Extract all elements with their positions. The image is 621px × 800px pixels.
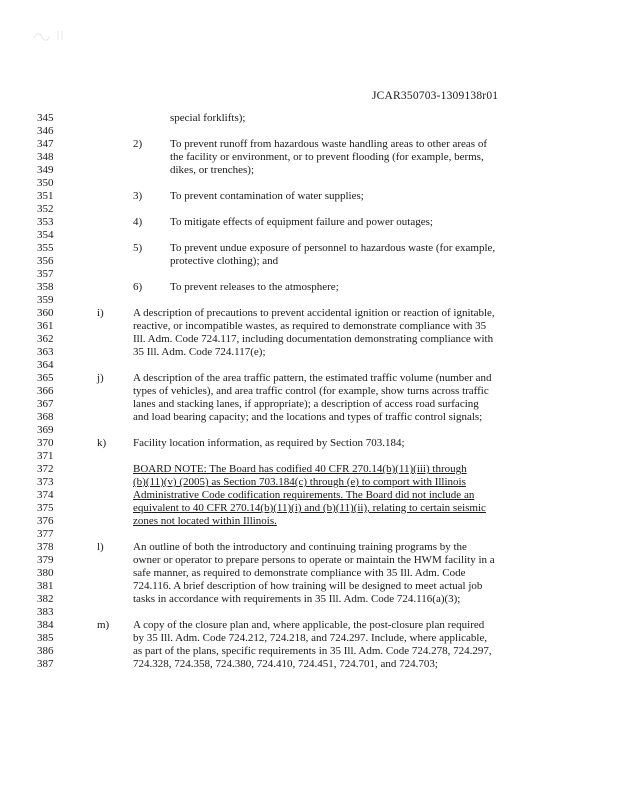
board-note-line: equivalent to 40 CFR 270.14(b)(11)(i) and (b)(11)(ii), relating to certain seismic (133, 502, 486, 514)
board-note-line: BOARD NOTE: The Board has codified 40 CFR 270.14(b)(11)(iii) through (133, 463, 467, 475)
line-number: 379 (37, 554, 54, 566)
body-line: Ill. Adm. Code 724.117, including documentation demonstrating compliance with (133, 333, 494, 345)
body-line: protective clothing); and (170, 255, 279, 267)
line-number: 350 (37, 177, 54, 189)
line-number: 363 (37, 346, 54, 358)
line-number: 346 (37, 125, 54, 137)
line-number: 370 (37, 437, 54, 449)
body-line: 724.328, 724.358, 724.380, 724.410, 724.451, 724.701, and 724.703; (133, 658, 438, 670)
body-line: A description of the area traffic pattern, the estimated traffic volume (number and (133, 372, 492, 384)
body-line: and load bearing capacity; and the locations and types of traffic control signals; (133, 411, 483, 423)
board-note-line: Administrative Code codification requirements. The Board did not include an (133, 489, 475, 501)
body-line: To prevent releases to the atmosphere; (170, 281, 339, 293)
body-line: To prevent runoff from hazardous waste handling areas to other areas of (170, 138, 487, 150)
line-number: 384 (37, 619, 54, 631)
line-number: 351 (37, 190, 54, 202)
line-number: 348 (37, 151, 54, 163)
body-line: by 35 Ill. Adm. Code 724.212, 724.218, and 724.297. Include, where applicable, (133, 632, 488, 644)
line-number: 364 (37, 359, 54, 371)
line-number: 368 (37, 411, 54, 423)
line-number: 360 (37, 307, 54, 319)
body-line: A description of precautions to prevent accidental ignition or reaction of ignitable, (133, 307, 495, 319)
line-number: 385 (37, 632, 54, 644)
line-number: 375 (37, 502, 54, 514)
line-number: 369 (37, 424, 54, 436)
line-number: 354 (37, 229, 54, 241)
line-number: 373 (37, 476, 54, 488)
body-line: To prevent contamination of water supplies; (170, 190, 364, 202)
line-number: 386 (37, 645, 54, 657)
line-number: 380 (37, 567, 54, 579)
body-line: An outline of both the introductory and continuing training programs by the (133, 541, 467, 553)
list-label: m) (97, 619, 110, 631)
list-label: j) (97, 372, 104, 384)
line-number: 362 (37, 333, 54, 345)
line-number: 374 (37, 489, 54, 501)
body-line: reactive, or incompatible wastes, as required to demonstrate compliance with 35 (133, 320, 487, 332)
body-line: 724.116. A brief description of how training will be designed to meet actual job (133, 580, 483, 592)
line-number: 349 (37, 164, 54, 176)
body-line: owner or operator to prepare persons to operate or maintain the HWM facility in a (133, 554, 495, 566)
line-number: 378 (37, 541, 54, 553)
line-number: 367 (37, 398, 54, 410)
line-number: 345 (37, 112, 54, 124)
document-id-header: JCAR350703-1309138r01 (372, 90, 499, 102)
list-label: 3) (133, 190, 143, 202)
body-line: special forklifts); (170, 112, 246, 124)
body-line: as part of the plans, specific requirements in 35 Ill. Adm. Code 724.278, 724.297, (133, 645, 492, 657)
list-label: i) (97, 307, 104, 319)
line-number: 347 (37, 138, 54, 150)
list-label: 4) (133, 216, 143, 228)
line-number: 377 (37, 528, 54, 540)
body-line: dikes, or trenches); (170, 164, 254, 176)
line-number: 381 (37, 580, 54, 592)
line-number: 382 (37, 593, 54, 605)
body-line: To prevent undue exposure of personnel to hazardous waste (for example, (170, 242, 496, 254)
body-line: types of vehicles), and area traffic control (for example, show turns across traffic (133, 385, 489, 397)
line-number: 387 (37, 658, 54, 670)
body-line: lanes and stacking lanes, if appropriate); a description of access road surfacing (133, 398, 479, 410)
line-number: 371 (37, 450, 54, 462)
scan-mark-icon (32, 28, 72, 42)
line-number: 376 (37, 515, 54, 527)
list-label: 2) (133, 138, 143, 150)
body-line: Facility location information, as required by Section 703.184; (133, 437, 405, 449)
line-number: 383 (37, 606, 54, 618)
line-number: 366 (37, 385, 54, 397)
list-label: l) (97, 541, 104, 553)
list-label: k) (97, 437, 107, 449)
line-number: 358 (37, 281, 54, 293)
list-label: 5) (133, 242, 143, 254)
line-number: 372 (37, 463, 54, 475)
line-number: 359 (37, 294, 54, 306)
body-line: tasks in accordance with requirements in 35 Ill. Adm. Code 724.116(a)(3); (133, 593, 461, 605)
board-note-line: (b)(11)(v) (2005) as Section 703.184(c) through (e) to comport with Illinois (133, 476, 466, 488)
line-number: 356 (37, 255, 54, 267)
body-line: safe manner, as required to demonstrate compliance with 35 Ill. Adm. Code (133, 567, 466, 579)
line-number: 357 (37, 268, 54, 280)
line-number: 352 (37, 203, 54, 215)
line-number: 361 (37, 320, 54, 332)
line-number: 365 (37, 372, 54, 384)
board-note-line: zones not located within Illinois. (133, 515, 277, 527)
list-label: 6) (133, 281, 143, 293)
line-number: 353 (37, 216, 54, 228)
body-line: To mitigate effects of equipment failure and power outages; (170, 216, 433, 228)
body-line: A copy of the closure plan and, where applicable, the post-closure plan required (133, 619, 485, 631)
body-line: 35 Ill. Adm. Code 724.117(e); (133, 346, 266, 358)
line-number: 355 (37, 242, 54, 254)
body-line: the facility or environment, or to prevent flooding (for example, berms, (170, 151, 484, 163)
